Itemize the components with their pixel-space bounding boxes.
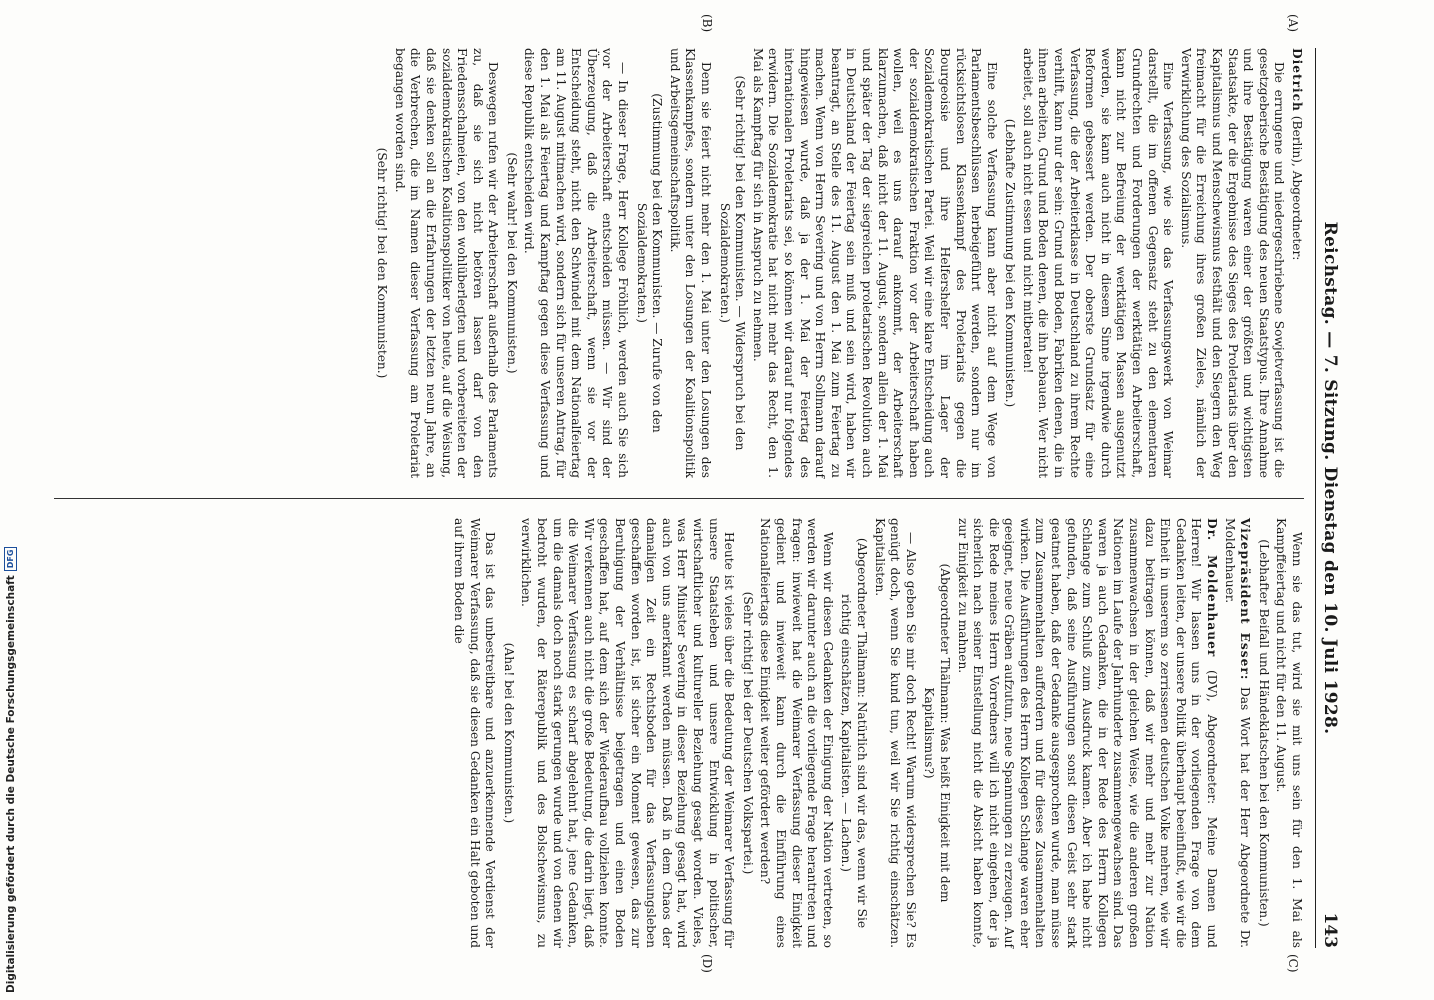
speaker-paragraph bbox=[1221, 518, 1252, 948]
page-content bbox=[24, 14, 1404, 973]
speaker-text: Das Wort hat der Herr Abgeordnete Dr. Moldenhauer. bbox=[1222, 518, 1253, 948]
left-column bbox=[371, 48, 1304, 478]
body-paragraph: Denn sie feiert nicht mehr den 1. Mai unter den Losungen des Klassenkampfes, sondern unter den Losungen der Koalitionspolitik und Arbeitsgemeinschaftspolitik. bbox=[667, 48, 714, 478]
speaker-paragraph bbox=[954, 518, 1219, 948]
footer-text: Digitalisierung gefördert durch die Deutsche Forschungsgemeinschaft bbox=[4, 575, 17, 993]
margin-marker-c: (C) bbox=[1286, 954, 1300, 973]
body-paragraph: Die errungene und niedergeschriebene Sowjetverfassung ist die gesetzgeberische Bestätigung des neuen Staatstypus. Ihre Annahme und ihre Bestätigung waren einer der größten und wichtigsten Staatsakte, der die Ergebnisse des Sieges des Proletariats über den Kapitalismus und Menschewismus festhält und den Siegern den Weg freimacht für die Erreichung ihres großen Zieles, nämlich der Verwirklichung des Sozialismus. bbox=[1178, 48, 1287, 478]
header-title: Reichstag. — 7. Sitzung. Dienstag den 10. Juli 1928. bbox=[1320, 221, 1340, 735]
column-divider bbox=[54, 498, 1304, 499]
speaker-text: (Berlin), Abgeordneter: bbox=[1290, 111, 1304, 261]
speaker-name: Dr. Moldenhauer bbox=[1205, 518, 1220, 658]
body-paragraph: Das ist das unbestreitbare und anzuerkennende Verdienst der Weimarer Verfassung, daß sie diesen Gedanken ein Halt geboten und auf ihrem Boden die bbox=[452, 518, 498, 948]
margin-marker-b: (B) bbox=[700, 14, 714, 33]
running-header bbox=[1315, 48, 1344, 948]
interjection: (Sehr richtig! bei den Kommunisten. — Widerspruch bei den Sozialdemokraten.) bbox=[717, 75, 748, 451]
body-paragraph: Wenn sie das tut, wird sie mit uns sein für den 1. Mai als Kampffeiertag und nicht für den 11. August. bbox=[1274, 518, 1304, 948]
interjection: (Sehr richtig! bei der Deutschen Volkspartei.) bbox=[740, 591, 755, 875]
digitization-footer bbox=[4, 547, 17, 993]
interjection: (Lebhafter Beifall und Händeklatschen bei den Kommunisten.) bbox=[1256, 539, 1271, 927]
dfg-logo: DFG bbox=[4, 547, 17, 572]
margin-marker-a: (A) bbox=[1286, 14, 1300, 33]
speaker-text: (DV), Abgeordneter: Meine Damen und Herren! Wir lassen uns in der vorliegenden Frage von dem Gedanken leiten, der unsere Politik überhaupt beeinflußt, wie wir die Einheit in unserem so zerrissenen deutschen Volke mehren, wie wir dazu beitragen können, daß wir mehr und mehr zur Nation zusammenwachsen in der gleichen Weise, wie die anderen großen Nationen im Laufe der Jahrhunderte zusammengewachsen sind. Das waren ja auch Gedanken, die in der Rede des Herrn Kollegen Schlange zum Schluß zum Ausdruck kamen. Aber ich habe nicht gefunden, daß seine Ausführungen sonst diesen Geist sehr stark geatmet haben, daß der Gedanke ausgesprochen wurde, man müsse zum Zusammenhalten auffordern und für dieses Zusammenhalten wirken. Die Ausführungen des Herrn Kollegen Schlange waren eher geeignet, neue Gräben aufzutun, neue Spannungen zu erzeugen. Auf die Rede meines Herrn Vorredners will ich nicht eingehen, der ja sicherlich nach seiner Einstellung nicht die Absicht haben konnte, zur Einigkeit zu mahnen. bbox=[955, 518, 1220, 948]
speaker-name: Vizepräsident Esser: bbox=[1238, 518, 1253, 681]
body-paragraph: Eine solche Verfassung kann aber nicht auf dem Wege von Parlamentsbeschlüssen herbeigeführt werden, sondern nur im rücksichtslosen Klassenkampf des Proletariats gegen die Bourgeoisie und ihre Helfershelfer im Lager der Sozialdemokratischen Partei. Weil wir eine klare Entscheidung auch der sozialdemokratischen Fraktion vor der Arbeiterschaft haben wollen, weil es uns darauf ankommt, der Arbeiterschaft klarzumachen, daß nicht der 11. August, sondern allein der 1. Mai und später der Tag der siegreichen proletarischen Revolution auch in Deutschland der Feiertag sein muß und sein wird, haben wir beantragt, an Stelle des 11. August den 1. Mai zum Feiertag zu machen. Wenn von Herrn Severing und von Herrn Sollmann darauf hingewiesen wurde, daß ja der 1. Mai der Feiertag des internationalen Proletariats sei, so können wir darauf nur folgendes erwidern. Die Sozialdemokratie hat nicht mehr das Recht, den 1. Mai als Kampftag für sich in Anspruch zu nehmen. bbox=[750, 48, 999, 478]
interjection: (Zustimmung bei den Kommunisten. — Zurufe von den Sozialdemokraten.) bbox=[634, 93, 665, 433]
right-column bbox=[449, 518, 1304, 948]
interjection: (Sehr richtig! bei den Kommunisten.) bbox=[375, 147, 390, 379]
speaker-paragraph bbox=[1288, 48, 1304, 478]
interjection: (Lebhafte Zustimmung bei den Kommunisten.) bbox=[1003, 118, 1018, 408]
interjection: (Aha! bei den Kommunisten.) bbox=[501, 642, 516, 824]
interjection: (Abgeordneter Thälmann: Natürlich sind wir das, wenn wir Sie richtig einschätzen, Kapitalisten. — Lachen.) bbox=[839, 537, 869, 929]
body-paragraph: Eine Verfassung, wie sie das Verfassungswerk von Weimar darstellt, die im offenen Gegensatz steht zu den elementaren Grundrechten und Forderungen der werktätigen Arbeiterschaft, kann nicht zur Befreiung der werktätigen Massen ausgenutzt werden, sie kann auch nicht in diesem Sinne irgendwie durch Reformen gebessert werden. Der oberste Grundsatz für eine Verfassung, die der Arbeiterklasse in Deutschland zu ihrem Rechte verhilft, kann nur der sein: Grund und Boden, Fabriken denen, die in ihnen arbeiten, Grund und Boden denen, die ihn bebauen. Wer nicht arbeitet, soll auch nicht essen und nicht mitberaten! bbox=[1020, 48, 1176, 478]
body-paragraph: Wenn wir diesen Gedanken der Einigung der Nation vertreten, so werden wir darunter auch an die vorliegende Frage herantreten und fragen: inwieweit hat die Weimarer Verfassung dieser Einigkeit gedient und inwieweit kann durch die Einführung eines Nationalfeiertags diese Einigkeit weiter gefördert werden? bbox=[758, 518, 835, 948]
speaker-name: Dietrich bbox=[1290, 48, 1304, 112]
interjection: (Sehr wahr! bei den Kommunisten.) bbox=[504, 152, 519, 374]
interjection: (Abgeordneter Thälmann: Was heißt Einigkeit mit dem Kapitalismus?) bbox=[922, 563, 952, 903]
body-paragraph: Deswegen rufen wir der Arbeiterschaft außerhalb des Parlaments zu, daß sie sich nicht betören lassen darf von den Friedensschalmeien, von den wohlüberlegten und vorbereiteten der sozialdemokratischen Koalitionspolitiker von heute, auf die Weisung, daß sie denken soll an die Erfahrungen der letzten neun Jahre, an die Verbrechen, die im Namen dieser Verfassung am Proletariat begangen worden sind. bbox=[392, 48, 501, 478]
body-paragraph: — Also geben Sie mir doch Recht! Warum widersprechen Sie? Es genügt doch, wenn Sie kund tun, weil wir Sie richtig einschätzen. Kapitalisten. bbox=[872, 518, 918, 948]
margin-marker-d: (D) bbox=[700, 954, 714, 973]
page-number: 143 bbox=[1320, 912, 1340, 948]
body-paragraph: — In dieser Frage, Herr Kollege Fröhlich, werden auch Sie sich vor der Arbeiterschaft entscheiden müssen. — Wir sind der Überzeugung, daß die Arbeiterschaft, wenn sie vor der Entscheidung steht, nicht den Schwindel mit dem Nationalfeiertag am 11. August mitmachen wird, sondern sich für unseren Antrag, für den 1. Mai als Feiertag und Kampftag gegen diese Verfassung und diese Republik entscheiden wird. bbox=[522, 48, 631, 478]
body-paragraph: Heute ist vieles über die Bedeutung der Weimarer Verfassung für unsere Staatsleben und unsere Entwicklung in politischer, wirtschaftlicher und kultureller Beziehung gesagt worden. Vieles, was Herr Minister Severing in dieser Beziehung gesagt hat, wird auch von uns anerkannt werden müssen. Daß in dem Chaos der damaligen Zeit ein Rechtsboden für das Verfassungsleben geschaffen worden ist, ist sicher ein Moment gewesen, das zur Beruhigung der Verhältnisse beigetragen und einen Boden geschaffen hat, auf dem sich der Wiederaufbau vollziehen konnte. Wir verkennen auch nicht die große Bedeutung, die darin liegt, daß die Weimarer Verfassung es scharf abgelehnt hat, jene Gedanken, um die damals doch noch stark gerungen wurde und von denen wir bedroht wurden, der Räterepublik und des Bolschewismus, zu verwirklichen. bbox=[519, 518, 737, 948]
